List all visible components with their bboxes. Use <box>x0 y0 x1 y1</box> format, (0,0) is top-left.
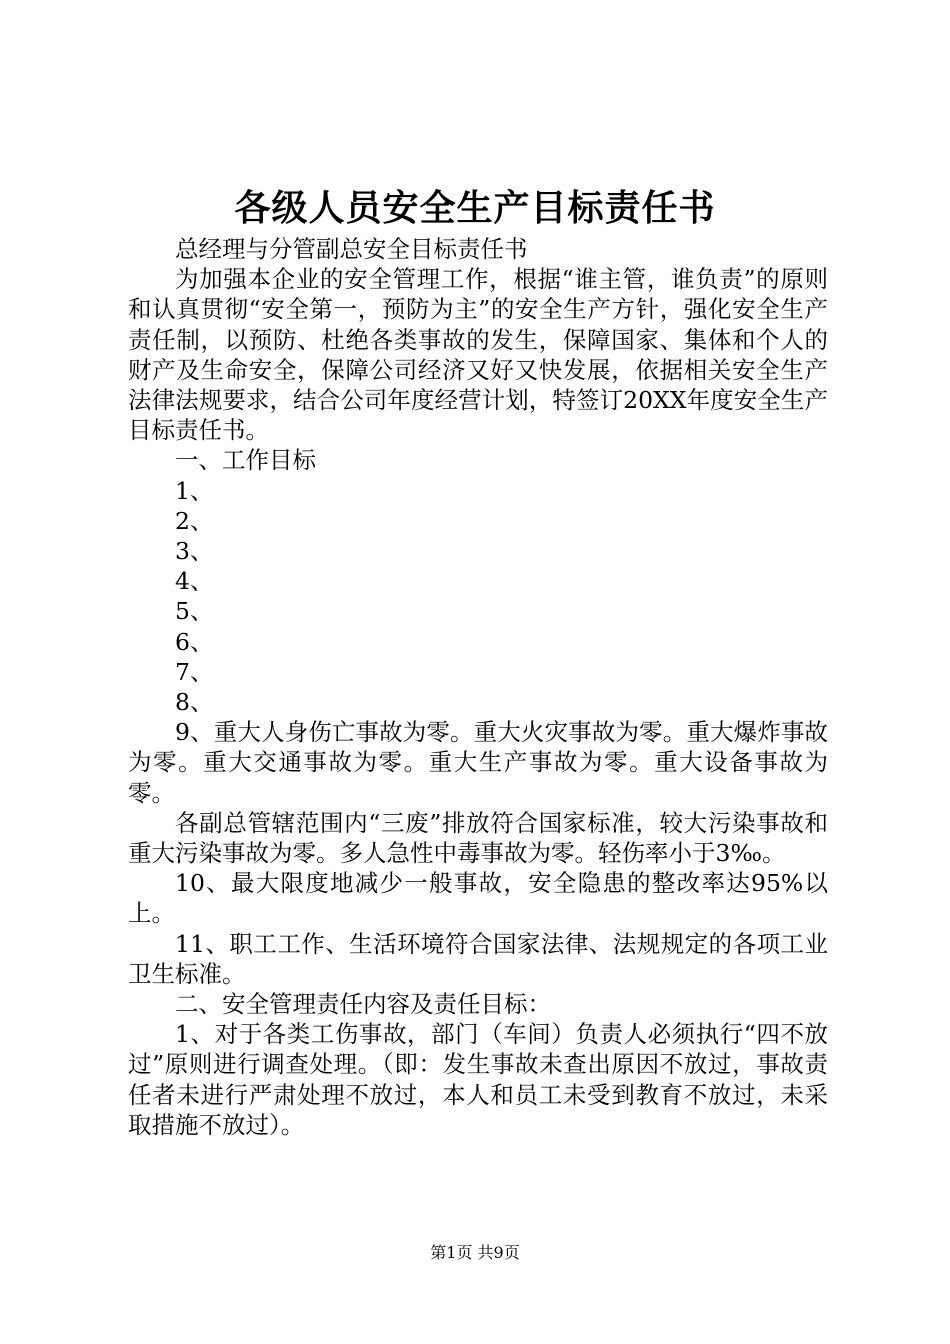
list-item-10: 10、最大限度地减少一般事故，安全隐患的整改率达95%以上。 <box>128 869 828 928</box>
paragraph-pollution: 各副总管辖范围内“三废”排放符合国家标准，较大污染事故和重大污染事故为零。多人急性中毒事故为零。轻伤率小于3‰。 <box>128 808 828 868</box>
document-body <box>128 234 828 1140</box>
list-item: 4、 <box>175 567 214 596</box>
list-item: 8、 <box>175 688 214 717</box>
paragraph-subtitle: 总经理与分管副总安全目标责任书 <box>175 235 528 263</box>
list-item: 1、 <box>175 476 214 505</box>
list-item: 7、 <box>175 657 214 686</box>
page-footer: 第1页 共9页 <box>430 1243 520 1262</box>
list-item: 2、 <box>175 506 214 535</box>
list-item-11: 11、职工工作、生活环境符合国家法律、法规规定的各项工业卫生标准。 <box>128 929 828 988</box>
list-item: 3、 <box>175 537 214 566</box>
list-item-9: 9、重大人身伤亡事故为零。重大火灾事故为零。重大爆炸事故为零。重大交通事故为零。重大生产事故为零。重大设备事故为零。 <box>128 718 828 807</box>
document-title: 各级人员安全生产目标责任书 <box>234 187 716 229</box>
paragraph-intro: 为加强本企业的安全管理工作，根据“谁主管，谁负责”的原则和认真贯彻“安全第一，预防为主”的安全生产方针，强化安全生产责任制，以预防、杜绝各类事故的发生，保障国家、集体和个人的财产及生命安全，保障公司经济又好又快发展，依据相关安全生产法律法规要求，结合公司年度经营计划，特签订20XX年度安全生产目标责任书。 <box>128 265 828 445</box>
section-heading-goals: 一、工作目标 <box>175 446 316 475</box>
list-item: 5、 <box>175 597 214 626</box>
section-heading-responsibilities: 二、安全管理责任内容及责任目标： <box>175 990 551 1019</box>
responsibility-item-1: 1、对于各类工伤事故，部门（车间）负责人必须执行“四不放过”原则进行调查处理。（即：发生事故未查出原因不放过，事故责任者未进行严肃处理不放过，本人和员工未受到教育不放过，未采取措施不放过）。 <box>128 1020 828 1139</box>
list-item: 6、 <box>175 627 214 656</box>
